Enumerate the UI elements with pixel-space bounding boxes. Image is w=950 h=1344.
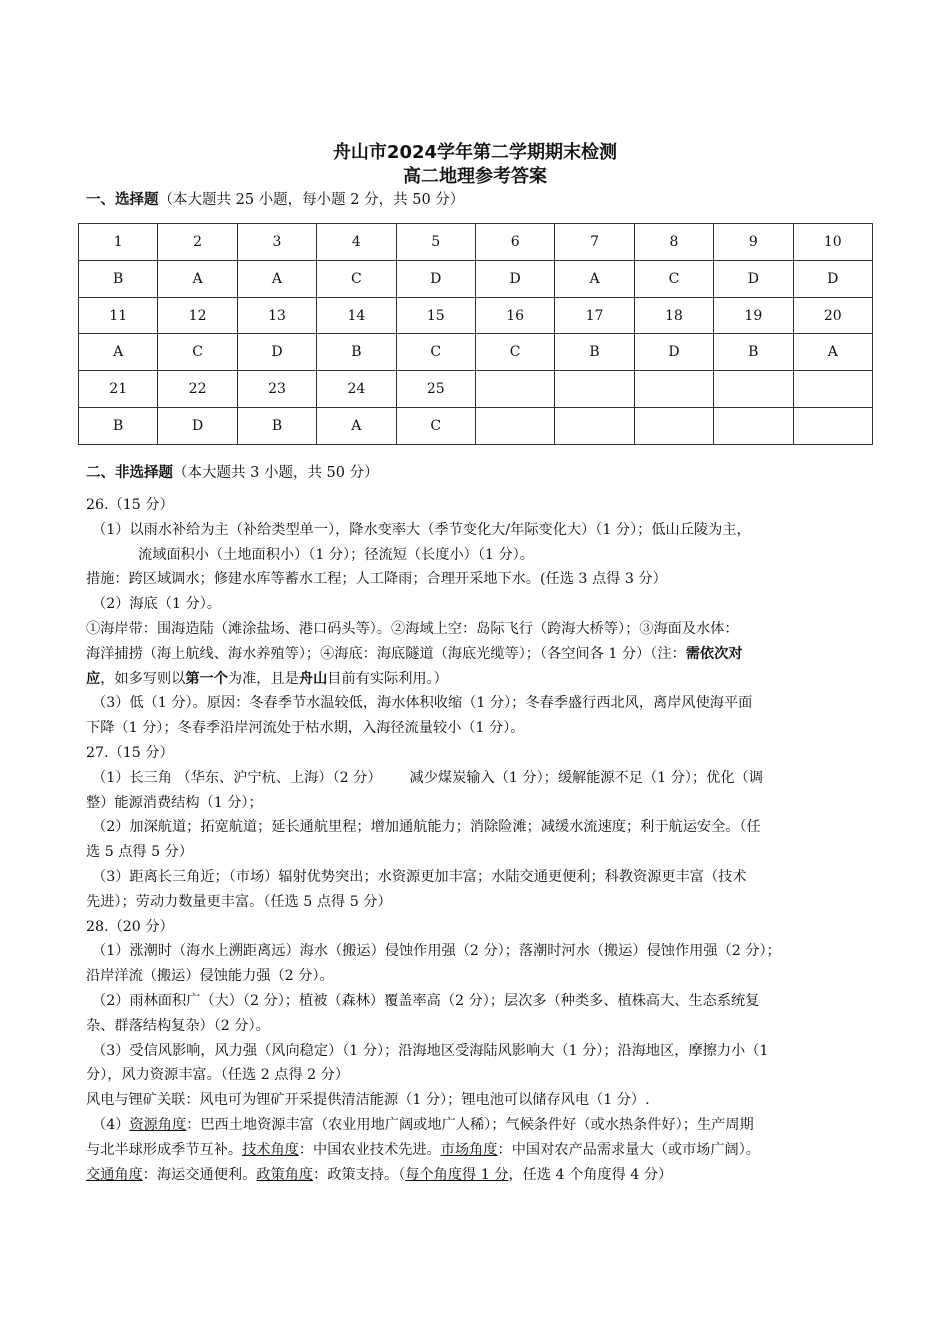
- question-number-cell: 13: [237, 297, 316, 334]
- q27-heading: 27.（15 分）: [86, 744, 174, 761]
- question-number-cell: 25: [396, 371, 475, 408]
- q27-part3-line2: 先进）；劳动力数量更丰富。（任选 5 点得 5 分）: [86, 893, 392, 910]
- answer-cell: B: [714, 334, 793, 371]
- q26-space-line3: [86, 667, 866, 692]
- question-number-cell: 23: [237, 371, 316, 408]
- question-number-cell: 17: [555, 297, 634, 334]
- answer-cell: C: [634, 260, 713, 297]
- answer-body: [86, 493, 866, 1187]
- document-subtitle: 高二地理参考答案: [403, 166, 547, 187]
- question-number-cell: 20: [793, 297, 872, 334]
- text-run: （1）长三角 （华东、沪宁杭、上海）（2 分）: [92, 769, 382, 786]
- q28-part3-line2: 分），风力资源丰富。（任选 2 点得 2 分）: [86, 1067, 350, 1084]
- text-run: 为准，且是: [227, 670, 299, 687]
- underlined-term: 政策角度: [256, 1166, 314, 1183]
- question-number-cell: 15: [396, 297, 475, 334]
- question-number-cell: 5: [396, 224, 475, 261]
- q28-part1-line2: 沿岸洋流（搬运）侵蚀能力强（2 分）。: [86, 968, 334, 985]
- text-run: （4）: [92, 1116, 130, 1133]
- answer-cell: B: [237, 408, 316, 445]
- question-number-row: [79, 297, 873, 334]
- section-label: 一、选择题: [86, 192, 159, 208]
- answer-cell: [634, 408, 713, 445]
- text-run: 目前有实际利用。）: [327, 670, 448, 687]
- answer-row: [79, 260, 873, 297]
- answer-cell: D: [634, 334, 713, 371]
- question-number-cell: 24: [317, 371, 396, 408]
- q28-part4-line2: [86, 1138, 866, 1163]
- q28-part2-line1: （2）雨林面积广（大）（2 分）；植被（森林）覆盖率高（2 分）；层次多（种类多、植株高大、生态系统复: [92, 992, 760, 1009]
- q27-part2-line2: 选 5 点得 5 分）: [86, 844, 194, 861]
- q26-part2: （2）海底（1 分）。: [92, 596, 221, 613]
- q28-part1-line1: （1）涨潮时（海水上溯距离远）海水（搬运）侵蚀作用强（2 分）；落潮时河水（搬运）侵蚀作用强（2 分）；: [92, 943, 781, 960]
- q27-part1-line2: 整）能源消费结构（1 分）；: [86, 794, 263, 811]
- answer-cell: [714, 408, 793, 445]
- question-number-cell: 21: [79, 371, 158, 408]
- text-run: ，如多写则以: [100, 670, 186, 687]
- text-run: ，任选 4 个角度得 4 分）: [508, 1166, 673, 1183]
- section-note: （本大题共 3 小题，共 50 分）: [173, 465, 379, 481]
- q26-measures: 措施：跨区域调水；修建水库等蓄水工程；人工降雨；合理开采地下水。(任选 3 点得 3 分）: [86, 571, 667, 588]
- answer-cell: D: [396, 260, 475, 297]
- question-number-cell: 16: [475, 297, 554, 334]
- underlined-term: 交通角度: [86, 1166, 143, 1183]
- answer-cell: A: [317, 408, 396, 445]
- answer-cell: C: [475, 334, 554, 371]
- answer-cell: [793, 408, 872, 445]
- question-number-cell: [634, 371, 713, 408]
- question-number-cell: 14: [317, 297, 396, 334]
- question-number-cell: 11: [79, 297, 158, 334]
- answer-cell: B: [555, 334, 634, 371]
- answer-row: [79, 334, 873, 371]
- text-run: 海洋捕捞（海上航线、海水养殖等）；④海底：海底隧道（海底光缆等）；（各空间各 1 分）（注：: [86, 645, 686, 662]
- answer-cell: [475, 408, 554, 445]
- question-number-cell: 6: [475, 224, 554, 261]
- q26-part3-line2: 下降（1 分）；冬春季沿岸河流处于枯水期，入海径流量较小（1 分）。: [86, 720, 525, 737]
- underlined-term: 技术角度: [242, 1141, 299, 1158]
- answer-cell: [555, 408, 634, 445]
- answer-cell: D: [714, 260, 793, 297]
- answer-cell: D: [475, 260, 554, 297]
- q27-part3-line1: （3）距离长三角近；（市场）辐射优势突出；水资源更加丰富；水陆交通更便利；科教资源更丰富（技术: [92, 868, 747, 885]
- underlined-term: 市场角度: [440, 1141, 498, 1158]
- question-number-cell: [714, 371, 793, 408]
- underlined-term: 资源角度: [129, 1116, 187, 1133]
- text-run: 与北半球形成季节互补。: [86, 1141, 243, 1158]
- question-number-cell: 3: [237, 224, 316, 261]
- answer-cell: A: [158, 260, 237, 297]
- question-number-cell: 8: [634, 224, 713, 261]
- q26-space-line1: ①海岸带：围海造陆（滩涂盐场、港口码头等）。②海域上空：岛际飞行（跨海大桥等）；③海面及水体：: [86, 620, 739, 637]
- answer-cell: D: [793, 260, 872, 297]
- question-number-cell: 1: [79, 224, 158, 261]
- text-run: ：海运交通便利。: [142, 1166, 257, 1183]
- question-number-cell: 2: [158, 224, 237, 261]
- question-number-cell: 22: [158, 371, 237, 408]
- q26-part1-line2: 流域面积小（土地面积小）（1 分）；径流短（长度小）（1 分）。: [138, 546, 534, 563]
- q26-part1-line1: （1）以雨水补给为主（补给类型单一），降水变率大（季节变化大/年际变化大）（1 分）；低山丘陵为主，: [92, 521, 751, 538]
- text-run: 减少煤炭输入（1 分）；缓解能源不足（1 分）；优化（调: [409, 769, 763, 786]
- answer-cell: C: [396, 408, 475, 445]
- answer-cell: C: [396, 334, 475, 371]
- bold-note: 舟山: [298, 670, 328, 687]
- text-run: ：巴西土地资源丰富（农业用地广阔或地广人稀）；气候条件好（或水热条件好）；生产周期: [186, 1116, 754, 1133]
- q28-heading: 28.（20 分）: [86, 918, 174, 935]
- section-note: （本大题共 25 小题，每小题 2 分，共 50 分）: [158, 192, 465, 208]
- answer-cell: A: [555, 260, 634, 297]
- section-heading-choice: [86, 188, 464, 209]
- question-number-row: [79, 224, 873, 261]
- question-number-cell: [793, 371, 872, 408]
- bold-note: 需依次对: [685, 645, 743, 662]
- q26-heading: 26.（15 分）: [86, 497, 174, 513]
- text-run: ：政策支持。（: [313, 1166, 406, 1183]
- question-number-cell: 10: [793, 224, 872, 261]
- q28-wind-lithium: 风电与锂矿关联：风电可为锂矿开采提供清洁能源（1 分）；锂电池可以储存风电（1 分）.: [86, 1092, 650, 1109]
- q28-part3-line1: （3）受信风影响，风力强（风向稳定）（1 分）；沿海地区受海陆风影响大（1 分）；沿海地区，摩擦力小（1: [92, 1042, 769, 1059]
- answer-cell: C: [317, 260, 396, 297]
- q26-space-line2: [86, 642, 866, 667]
- text-run: ：中国对农产品需求量大（或市场广阔）。: [497, 1141, 760, 1158]
- text-run: ：中国农业技术先进。: [298, 1141, 441, 1158]
- answer-cell: A: [237, 260, 316, 297]
- question-number-cell: 4: [317, 224, 396, 261]
- question-number-cell: 12: [158, 297, 237, 334]
- section-heading-nonchoice: [86, 461, 379, 482]
- answer-cell: B: [317, 334, 396, 371]
- bold-note: 应: [86, 670, 101, 687]
- q27-part1-line1: [86, 766, 866, 791]
- bold-note: 第一个: [185, 670, 228, 687]
- answer-table: [78, 223, 873, 445]
- answer-cell: A: [793, 334, 872, 371]
- answer-cell: A: [79, 334, 158, 371]
- question-number-cell: 19: [714, 297, 793, 334]
- underlined-term: 每个角度得 1 分: [405, 1166, 509, 1183]
- q27-part2-line1: （2）加深航道；拓宽航道；延长通航里程；增加通航能力；消除险滩；减缓水流速度；利于航运安全。（任: [92, 819, 761, 836]
- q26-part3-line1: （3）低（1 分）。原因：冬春季节水温较低，海水体积收缩（1 分）；冬春季盛行西北风，离岸风使海平面: [92, 695, 753, 712]
- document-title: 舟山市2024学年第二学期期末检测: [332, 142, 618, 163]
- question-number-cell: [555, 371, 634, 408]
- question-number-cell: 7: [555, 224, 634, 261]
- answer-cell: D: [158, 408, 237, 445]
- q28-part4-line1: [86, 1113, 866, 1138]
- section-label: 二、非选择题: [86, 465, 173, 481]
- q28-part2-line2: 杂、群落结构复杂）（2 分）。: [86, 1017, 270, 1034]
- answer-cell: C: [158, 334, 237, 371]
- question-number-row: [79, 371, 873, 408]
- question-number-cell: 18: [634, 297, 713, 334]
- answer-cell: B: [79, 260, 158, 297]
- answer-cell: B: [79, 408, 158, 445]
- q28-part4-line3: [86, 1163, 866, 1188]
- answer-row: [79, 408, 873, 445]
- question-number-cell: [475, 371, 554, 408]
- answer-cell: D: [237, 334, 316, 371]
- question-number-cell: 9: [714, 224, 793, 261]
